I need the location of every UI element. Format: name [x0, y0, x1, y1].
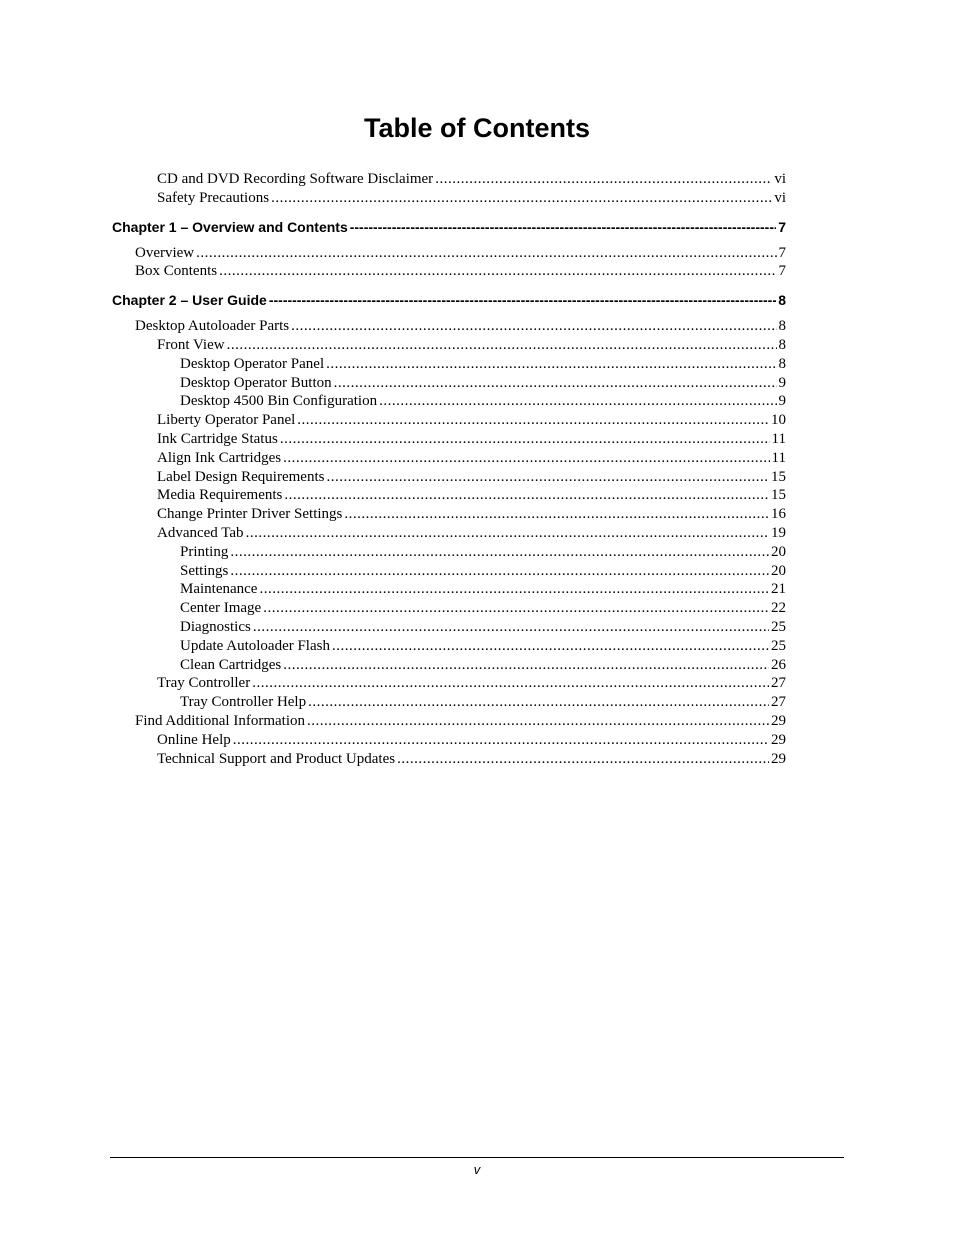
toc-entry-page: 19 [771, 524, 786, 541]
footer-page-number: v [473, 1162, 481, 1177]
toc-entry-label: Desktop Operator Button [180, 374, 332, 391]
toc-entry-label: Tray Controller [157, 675, 251, 692]
toc-entry-page: 11 [771, 430, 786, 447]
toc-entry-online-help[interactable] [112, 731, 786, 750]
toc-entry-page: 25 [771, 618, 786, 635]
toc-entry-desktop-operator-button[interactable] [112, 374, 786, 393]
toc-entry-cd-dvd-disclaimer[interactable] [112, 170, 786, 189]
toc-entry-technical-support[interactable] [112, 750, 786, 769]
dot-leader [379, 392, 776, 411]
toc-entry-page: 20 [771, 562, 786, 579]
toc-entry-label: Technical Support and Product Updates [157, 750, 396, 767]
dot-leader [344, 505, 769, 524]
dot-leader [219, 262, 776, 281]
toc-entry-diagnostics[interactable] [112, 618, 786, 637]
toc-entry-page: 15 [771, 468, 786, 485]
toc-entry-label: Center Image [180, 600, 262, 617]
toc-entry-page: 10 [771, 412, 786, 429]
dot-leader [291, 317, 776, 336]
toc-entry-label: Align Ink Cartridges [157, 449, 282, 466]
dot-leader [227, 336, 777, 355]
toc-entry-page: 29 [771, 712, 786, 729]
toc-entry-label: Printing [180, 543, 229, 560]
footer-divider [110, 1157, 844, 1158]
toc-entry-page: 15 [771, 487, 786, 504]
toc-entry-page: 9 [778, 374, 786, 391]
dot-leader [332, 637, 769, 656]
toc-entry-label: Advanced Tab [157, 524, 244, 541]
toc-entry-page: 25 [771, 637, 786, 654]
toc-entry-page: 22 [771, 600, 786, 617]
toc-entry-label: Find Additional Information [135, 712, 305, 729]
toc-entry-label: Label Design Requirements [157, 468, 325, 485]
chapter-heading: Chapter 1 – Overview and Contents [112, 218, 348, 235]
toc-entry-desktop-4500-bin-configuration[interactable] [112, 392, 786, 411]
toc-entry-desktop-operator-panel[interactable] [112, 355, 786, 374]
chapter-heading: Chapter 2 – User Guide [112, 292, 267, 309]
toc-entry-media-requirements[interactable] [112, 486, 786, 505]
toc-entry-page: 7 [778, 244, 786, 261]
toc-entry-label: Change Printer Driver Settings [157, 506, 343, 523]
toc-entry-page: vi [774, 189, 786, 206]
dot-leader [284, 486, 769, 505]
dot-leader [283, 656, 769, 675]
dot-leader [196, 244, 776, 263]
toc-entry-page: 29 [771, 750, 786, 767]
toc-entry-label-design-requirements[interactable] [112, 468, 786, 487]
toc-entry-label: Liberty Operator Panel [157, 412, 296, 429]
toc-entry-label: Desktop 4500 Bin Configuration [180, 393, 378, 410]
toc-entry-safety-precautions[interactable] [112, 189, 786, 208]
toc-entry-page: 27 [771, 675, 786, 692]
toc-entry-label: Ink Cartridge Status [157, 430, 278, 447]
toc-entry-label: Tray Controller Help [180, 694, 307, 711]
toc-entry-page: 8 [778, 355, 786, 372]
dot-leader [397, 750, 769, 769]
dot-leader [259, 580, 769, 599]
dot-leader [326, 468, 769, 487]
toc-entry-label: CD and DVD Recording Software Disclaimer [157, 171, 434, 187]
toc-entry-align-ink-cartridges[interactable] [112, 449, 786, 468]
toc-entry-label: Update Autoloader Flash [180, 637, 330, 654]
dot-leader [307, 712, 769, 731]
dot-leader [263, 599, 769, 618]
table-of-contents [112, 170, 786, 768]
toc-entry-label: Overview [135, 244, 195, 261]
toc-entry-ink-cartridge-status[interactable] [112, 430, 786, 449]
toc-entry-clean-cartridges[interactable] [112, 656, 786, 675]
dot-leader [297, 411, 769, 430]
toc-chapter-2[interactable] [112, 290, 786, 310]
dot-leader [246, 524, 769, 543]
dot-leader [271, 189, 772, 208]
toc-entry-label: Settings [180, 562, 229, 579]
toc-entry-update-autoloader-flash[interactable] [112, 637, 786, 656]
toc-entry-page: vi [774, 171, 786, 187]
dot-leader [253, 618, 769, 637]
toc-entry-change-printer-driver-settings[interactable] [112, 505, 786, 524]
toc-entry-page: 8 [778, 318, 786, 335]
toc-entry-liberty-operator-panel[interactable] [112, 411, 786, 430]
dot-leader [326, 355, 776, 374]
dash-leader [269, 290, 776, 310]
toc-entry-label: Maintenance [180, 581, 258, 598]
toc-entry-page: 7 [778, 263, 786, 280]
toc-entry-page: 29 [771, 731, 786, 748]
page-title: Table of Contents [364, 113, 590, 143]
toc-entry-page: 16 [771, 506, 786, 523]
dot-leader [283, 449, 769, 468]
toc-entry-label: Box Contents [135, 263, 218, 280]
dot-leader [230, 562, 769, 581]
chapter-page: 7 [778, 218, 786, 235]
dot-leader [280, 430, 770, 449]
toc-entry-center-image[interactable] [112, 599, 786, 618]
dash-leader [350, 217, 776, 237]
toc-entry-label: Front View [157, 336, 225, 353]
toc-chapter-1[interactable] [112, 217, 786, 237]
toc-entry-page: 11 [771, 449, 786, 466]
toc-entry-tray-controller[interactable] [112, 674, 786, 693]
toc-entry-label: Clean Cartridges [180, 656, 282, 673]
toc-entry-find-additional-information[interactable] [112, 712, 786, 731]
toc-entry-label: Diagnostics [180, 618, 251, 635]
toc-entry-label: Online Help [157, 731, 231, 748]
toc-entry-maintenance[interactable] [112, 580, 786, 599]
toc-entry-page: 8 [778, 336, 786, 353]
toc-entry-box-contents[interactable] [112, 262, 786, 281]
toc-entry-page: 26 [771, 656, 786, 673]
chapter-page: 8 [778, 292, 786, 309]
toc-entry-page: 20 [771, 543, 786, 560]
toc-entry-printing[interactable] [112, 543, 786, 562]
toc-entry-page: 27 [771, 694, 786, 711]
toc-entry-overview[interactable] [112, 244, 786, 263]
toc-entry-label: Desktop Autoloader Parts [135, 318, 290, 335]
toc-entry-page: 21 [771, 581, 786, 598]
toc-entry-advanced-tab[interactable] [112, 524, 786, 543]
dot-leader [334, 374, 777, 393]
toc-entry-settings[interactable] [112, 562, 786, 581]
dot-leader [252, 674, 769, 693]
toc-entry-label: Media Requirements [157, 487, 283, 504]
dot-leader [230, 543, 769, 562]
toc-entry-desktop-autoloader-parts[interactable] [112, 317, 786, 336]
toc-entry-page: 9 [778, 393, 786, 410]
dot-leader [435, 170, 772, 189]
toc-entry-tray-controller-help[interactable] [112, 693, 786, 712]
toc-entry-label: Desktop Operator Panel [180, 355, 325, 372]
toc-entry-label: Safety Precautions [157, 189, 270, 206]
dot-leader [308, 693, 769, 712]
toc-entry-front-view[interactable] [112, 336, 786, 355]
dot-leader [233, 731, 769, 750]
